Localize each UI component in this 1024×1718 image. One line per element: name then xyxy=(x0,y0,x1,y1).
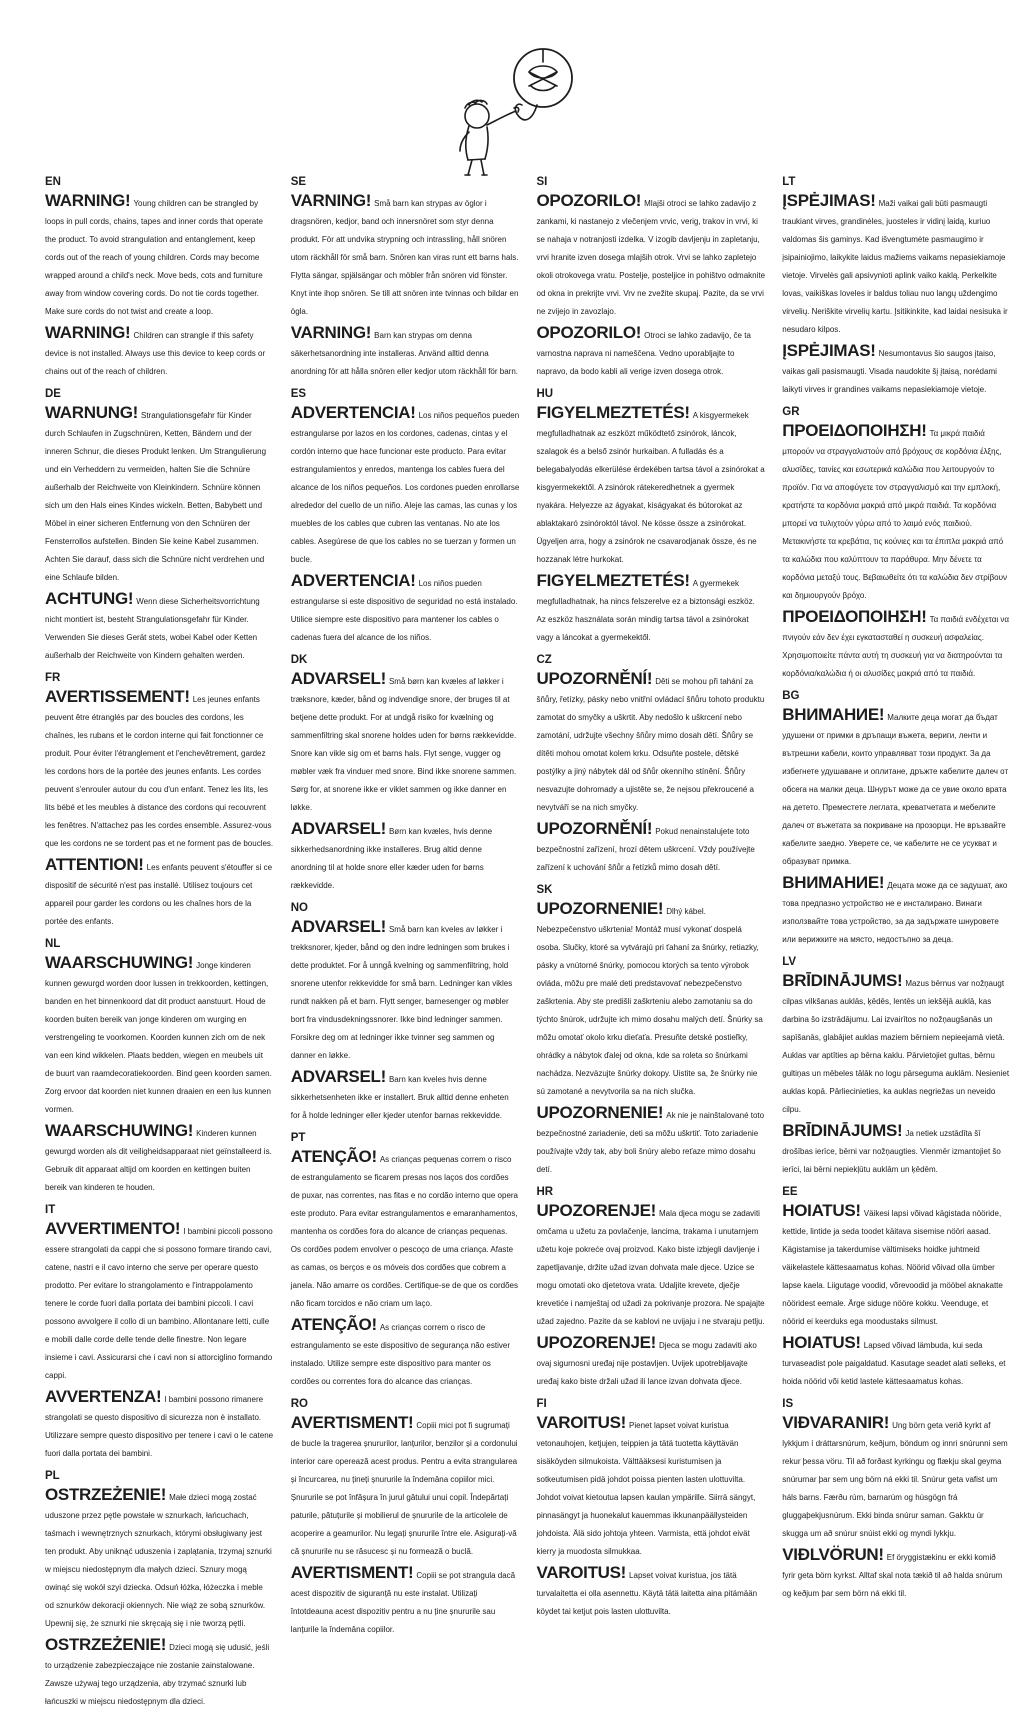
warning-paragraph xyxy=(291,1148,520,1311)
warning-paragraph xyxy=(537,900,766,1099)
language-section xyxy=(782,406,1011,681)
warning-paragraph xyxy=(782,1334,1011,1389)
warning-body: Pokud nenainstalujete toto bezpečnostní zařízení, hrozí dětem uškrcení. Vždy používejte zařízení k uchování šňůr a řetízků mimo dosah dětí. xyxy=(536,827,755,872)
warning-body: Ak nie je nainštalované toto bezpečnostné zariadenie, deti sa môžu uškrtiť. Toto zariadenie používajte vždy tak, aby boli šnúry alebo reťaze mimo dosahu detí. xyxy=(536,1111,765,1174)
warning-heading: ATENÇÃO! xyxy=(290,1315,377,1334)
warning-heading: WARNUNG! xyxy=(45,403,138,422)
language-section xyxy=(782,176,1011,397)
column-4 xyxy=(782,176,1011,1718)
warning-body: Barn kan strypas om denna säkerhetsanordning inte installeras. Använd alltid denna anordning för att hålla snören eller kedjor utom räckhåll för barn. xyxy=(290,331,518,376)
language-code: IT xyxy=(45,1204,56,1216)
warning-body: Nesumontavus šio saugos įtaiso, vaikas gali pasismaugti. Visada naudokite šį įtaisą, norėdami laikyti virves ir grandines vaikams nepasiekiamoje vietoje. xyxy=(782,349,997,394)
warning-paragraph xyxy=(782,1546,1011,1601)
warning-heading: UPOZORNĚNÍ! xyxy=(536,669,653,688)
warning-heading: VAROITUS! xyxy=(536,1413,627,1432)
warning-body: Τα παιδιά ενδέχεται να πνιγούν εάν δεν έχει εγκατασταθεί η συσκευή ασφαλείας. Χρησιμοποιείτε πάντα αυτή τη συσκευή για να διατηρούνται τα κορδόνια/καλώδια ή οι αλυσίδες μακριά από τα παιδιά. xyxy=(782,615,1009,678)
warning-body: Børn kan kvæles, hvis denne sikkerhedsanordning ikke installeres. Brug altid denne anordning til at holde snore eller kæder uden for børns rækkevidde. xyxy=(290,827,493,890)
language-section xyxy=(537,388,766,645)
warning-heading: WAARSCHUWING! xyxy=(45,953,194,972)
warning-paragraph xyxy=(45,688,274,851)
warning-heading: ADVERTENCIA! xyxy=(290,403,416,422)
warning-body: Strangulationsgefahr für Kinder durch Schlaufen in Zugschnüren, Ketten, Bändern und der inneren Schnur, die dieses Produkt lenken. Um Strangulierung und ein Verheddern zu vermeiden, halten Sie die Schnüre außerhalb der Reichweite von Kleinkindern. Schnüre können sich um den Hals eines Kindes wickeln. Betten, Babybett und Möbel in einer sicheren Entfernung von den Schnüren der Fensterrollos aufstellen. Binden Sie keine Kabel zusammen. Achten Sie darauf, dass sich die Schnüre nicht verdrehen und eine Schlaufe bilden. xyxy=(45,411,267,582)
column-1 xyxy=(45,176,274,1718)
warning-body: Maži vaikai gali būti pasmaugti traukiant virves, grandinėles, juosteles ir vidinį laidą, kuriuo valdomas šis gaminys. Kad išvengtumėte pasmaugimo ir įsipainiojimo, laikykite laidus mažiems vaikams nepasiekiamoje vietoje. Virvelės gali apsivynioti aplink vaiko kaklą. Perkelkite lovas, vaikiškas loveles ir baldus toliau nuo langų uždengimo virvelių. Neriškite virvelių kartu. Įsitikinkite, kad laidai nesisuka ir nesudaro kilpos. xyxy=(782,199,1008,334)
warning-body: Pienet lapset voivat kuristua vetonauhojen, ketjujen, teippien ja tätä tuotetta käyttävän sisäköyden silmukoista. Välttääksesi kuristumisen ja sotkeutumisen pidä johdot poissa pienten lasten ulottuvilta. Johdot voivat kietoutua lapsen kaulan ympärille. Siirrä sängyt, pinnasängyt ja huonekalut kauemmas ikkunanpäällysteiden johdoista. Älä sido johtoja yhteen. Varmista, että johdot eivät kierry ja muodosta silmukkaa. xyxy=(536,1421,756,1556)
warning-body: Małe dzieci mogą zostać uduszone przez pętle powstałe w sznurkach, łańcuchach, taśmach i wewnętrznych sznurkach, którymi obsługiwany jest ten produkt. Aby uniknąć uduszenia i zaplątania, trzymaj sznurki w miejscu niedostępnym dla małych dzieci. Sznury mogą owinąć się wokół szyi dziecka. Odsuń łóżka, łóżeczka i meble od sznurków dekoracji okiennych. Nie wiąż ze sobą sznurków. Upewnij się, że sznurki nie skręcają się i nie tworzą pętli. xyxy=(45,1493,272,1628)
warning-body: Dlhý kábel. Nebezpečenstvo uškrtenia! Montáž musí vykonať dospelá osoba. Slučky, ktoré sa vytvárajú pri ťahaní za šnúrky, retiazky, pásky a vnútorné šnúrky, pomocou ktorých sa tento výrobok ovláda, môžu pre malé deti predstavovať nebezpečenstvo zaškrtenia. Aby ste predišli zaškrteniu alebo zamotaniu sa do týchto šnúrok, udržujte ich mimo dosahu malých detí. Šnúrky sa môžu omotať okolo krku dieťaťa. Presuňte detské postieľky, ohrádky a nábytok ďalej od okna, kde sa roleta so šnúrkami nachádza. Nezväzujte šnúrky dokopy. Uistite sa, že šnúrky nie sú zamotané a nevytvorila sa na nich slučka. xyxy=(536,907,763,1096)
warning-paragraph xyxy=(537,324,766,379)
language-code: ES xyxy=(290,388,307,400)
language-section xyxy=(782,956,1011,1177)
warning-body: Mala djeca mogu se zadaviti omčama u užetu za povlačenje, lancima, trakama i unutarnjem užetu koje pokreće ovaj proizvod. Kako biste izbjegli davljenje i zapetljavanje, držite užad izvan dohvata male djece. Uzice se mogu omotati oko djetetova vrata. Udaljite krevete, dječje krevetiće i namještaj od užadi za pokrivanje prozora. Ne spajajte užad zajedno. Pazite da se kablovi ne uvijaju i ne stvaraju petlju. xyxy=(536,1209,765,1326)
warning-paragraph xyxy=(291,192,520,319)
warning-paragraph xyxy=(45,324,274,379)
language-code: FR xyxy=(45,672,61,684)
language-code: PL xyxy=(45,1470,60,1482)
warning-paragraph xyxy=(45,1220,274,1383)
warning-heading: BRĪDINĀJUMS! xyxy=(782,971,903,990)
warning-paragraph xyxy=(782,1414,1011,1541)
warning-paragraph xyxy=(537,820,766,875)
child-reaching-for-window-blind-cord-illustration xyxy=(425,42,600,182)
language-code: IS xyxy=(782,1398,794,1410)
language-section xyxy=(291,176,520,379)
language-section xyxy=(782,690,1011,947)
language-code: LV xyxy=(782,956,797,968)
warning-paragraph xyxy=(782,342,1011,397)
warning-body: Lapset voivat kuristua, jos tätä turvalaitetta ei olla asennettu. Käytä tätä laitetta aina pitämään köydet tai ketjut pois lasten ulottuvilta. xyxy=(536,1571,758,1616)
warning-paragraph xyxy=(537,192,766,319)
warning-body: Children can strangle if this safety device is not installed. Always use this device to keep cords or chains out of the reach of children. xyxy=(45,331,266,376)
warning-body: Lapsed võivad lämbuda, kui seda turvaseadist pole paigaldatud. Kasutage seadet alati selleks, et hoida nöörid või ketid lastele kättesaamatus kohas. xyxy=(782,1341,1006,1386)
warning-heading: FIGYELMEZTETÉS! xyxy=(536,403,690,422)
language-code: SE xyxy=(290,176,307,188)
warning-paragraph xyxy=(291,1068,520,1123)
language-section xyxy=(537,884,766,1177)
warning-paragraph xyxy=(782,192,1011,337)
warning-paragraph xyxy=(291,1316,520,1389)
warning-body: Copiii se pot strangula dacă acest dispozitiv de siguranță nu este instalat. Utilizați întotdeauna acest dispozitiv pentru a nu ține șnururile sau lanțurile la îndemâna copiilor. xyxy=(290,1571,516,1634)
language-section xyxy=(291,902,520,1123)
warning-heading: UPOZORNENIE! xyxy=(536,899,664,918)
warning-paragraph xyxy=(537,1414,766,1559)
warning-heading: BRĪDINĀJUMS! xyxy=(782,1121,903,1140)
warning-body: Dzieci mogą się udusić, jeśli to urządzenie zabezpieczające nie zostanie zainstalowane. Zawsze używaj tego urządzenia, aby trzymać sznurki lub łańcuszki w miejscu niedostępnym dla dzieci. xyxy=(45,1643,270,1706)
warning-paragraph xyxy=(291,1564,520,1637)
warning-body: Los niños pequeños pueden estrangularse por lazos en los cordones, cadenas, cintas y el cordón interno que hace funcionar este producto. Para evitar estrangulamientos y enredos, mantenga los cables fuera del alcance de los niños pequeños. Los cordones pueden enrollarse alrededor del cuello de un niño. Aleje las camas, las cunas y los muebles de los cables que cubren las ventanas. No ate los cables. Asegúrese de que los cables no se tuerzan y formen un bucle. xyxy=(290,411,520,564)
warning-body: I bambini possono rimanere strangolati se questo dispositivo di sicurezza non è installato. Utilizzare sempre questo dispositivo per tenere i cavi o le catene fuori dalla portata dei bambini. xyxy=(45,1395,274,1458)
warning-paragraph xyxy=(782,706,1011,869)
warning-heading: ΠΡΟΕΙΔΟΠΟΙΗΣΗ! xyxy=(782,607,927,626)
warning-paragraph xyxy=(291,1414,520,1559)
warning-heading: WAARSCHUWING! xyxy=(45,1121,194,1140)
language-section xyxy=(45,1470,274,1709)
warning-heading: ADVARSEL! xyxy=(290,819,386,838)
language-section xyxy=(291,388,520,645)
warning-body: Τα μικρά παιδιά μπορούν να στραγγαλιστούν από βρόχους σε κορδόνια έλξης, αλυσίδες, ταινίες και εσωτερικά καλώδια που λειτουργούν το προϊόν. Για να αποφύγετε τον στραγγαλισμό και την εμπλοκή, κρατήστε τα κορδόνια μακριά από μικρά παιδιά. Τα κορδόνια μπορεί να τυλιχτούν γύρω από το λαιμό ενός παιδιού. Μετακινήστε τα κρεβάτια, τις κούνιες και τα έπιπλα μακριά από τα καλώδια που καλύπτουν τα παράθυρα. Μην δένετε τα κορδόνια μεταξύ τους. Βεβαιωθείτε ότι τα καλώδια δεν στρίβουν και δημιουργούν βρόχο. xyxy=(782,429,1007,600)
warning-body: A kisgyermekek megfulladhatnak az eszközt működtető zsinórok, láncok, szalagok és a belső zsinór hurkaiban. A fulladás és a belegabalyodás elkerülése érdekében tartsa távol a zsinórokat a kisgyermekektől. A zsinórok rátekeredhetnek a gyermek nyakára. Helyezze az ágyakat, kiságyakat és bútorokat az ablaktakaró zsinóroktól távol. Ne kösse össze a zsinórokat. Ügyeljen arra, hogy a zsinórok ne csavarodjanak össze, és ne hozzanak létre hurkokat. xyxy=(536,411,765,564)
warning-paragraph xyxy=(45,954,274,1117)
warning-heading: VAROITUS! xyxy=(536,1563,627,1582)
warning-paragraph xyxy=(537,572,766,645)
warning-body: Децата може да се задушат, ако това предпазно устройство не е инсталирано. Винаги използвайте това устройство, за да задържате шнуровете или верижките на място, недостъпно за деца. xyxy=(782,881,1008,944)
warning-paragraph xyxy=(45,1486,274,1631)
warning-body: Små barn kan strypas av öglor i dragsnören, kedjor, band och innersnöret som styr denna produkt. För att undvika strypning och intrassling, håll snören utom räckhåll för små barn. Snören kan viras runt ett barns hals. Flytta sängar, spjälsängar och möbler från snören vid fönster. Knyt inte ihop snören. Se till att snören inte tvinnas och bildar en ögla. xyxy=(290,199,519,316)
warning-heading: ADVARSEL! xyxy=(290,669,386,688)
warning-body: Copiii mici pot fi sugrumați de bucle la tragerea șnururilor, lanțurilor, benzilor și a cordonului interior care operează acest produs. Pentru a evita strangularea și încurcarea, nu țineți șnururile la îndemâna copiilor mici. Șnururile se pot înfășura în jurul gâtului unui copil. Îndepărtați paturile, pătuțurile și mobilierul de șnururile de la articolele de acoperire a geamurilor. Nu legați șnururile între ele. Asigurați-vă că șnururile nu se răsucesc și nu formează o buclă. xyxy=(290,1421,518,1556)
language-code: FI xyxy=(536,1398,547,1410)
warning-heading: VIÐVARANIR! xyxy=(782,1413,890,1432)
warning-heading: AVVERTIMENTO! xyxy=(45,1219,181,1238)
language-code: HR xyxy=(536,1186,554,1198)
warning-heading: ĮSPĖJIMAS! xyxy=(782,341,876,360)
warning-heading: ADVERTENCIA! xyxy=(290,571,416,590)
warning-paragraph xyxy=(45,192,274,319)
warning-heading: UPOZORENJE! xyxy=(536,1201,656,1220)
language-section xyxy=(537,1186,766,1389)
warning-paragraph xyxy=(782,1202,1011,1329)
warning-paragraph xyxy=(291,670,520,815)
language-section xyxy=(291,1132,520,1389)
language-section xyxy=(45,388,274,663)
language-code: DK xyxy=(290,654,308,666)
warning-paragraph xyxy=(291,324,520,379)
warning-heading: ВНИМАНИЕ! xyxy=(782,705,885,724)
warning-body: Mlajši otroci se lahko zadavijo z zankami, ki nastanejo z vlečenjem vrvic, verig, trakov in vrvi, ki se nahaja v notranjosti izdelka. V izogib davljenju in zapletanju, vrvi hranite izven dosega mlajših otrok. Vrvi se lahko zapletejo okoli otrokovega vratu. Postelje, posteljice in pohištvo odmaknite od okna in prekrijte vrvi. Vrv ne zvežite skupaj. Pazite, da se vrvi ne zvijejo in zavozlajo. xyxy=(536,199,766,316)
language-section xyxy=(45,938,274,1195)
warning-paragraph xyxy=(45,1636,274,1709)
language-section xyxy=(45,176,274,379)
warning-paragraph xyxy=(45,856,274,929)
warning-body: Les enfants peuvent s'étouffer si ce dispositif de sécurité n'est pas installé. Utilisez toujours cet appareil pour garder les cordons ou les chaînes hors de la portée des enfants. xyxy=(45,863,273,926)
language-code: BG xyxy=(782,690,800,702)
warning-heading: OPOZORILO! xyxy=(536,191,642,210)
warning-body: Les jeunes enfants peuvent être étranglés par des boucles des cordons, les chaînes, les rubans et le cordon interne qui fait fonctionner ce produit. Pour éviter l'étranglement et l'enchevêtrement, gardez les cordons hors de la portée des jeunes enfants. Les cordes peuvent s'enrouler autour du cou d'un enfant. Tenez les lits, les lits bébé et les meubles à distance des cordons qui recouvrent les fenêtres. N'attachez pas les cordes ensemble. Assurez-vous que les cordons ne se tordent pas et ne forment pas de boucles. xyxy=(45,695,274,848)
language-code: EE xyxy=(782,1186,798,1198)
warning-body: Mazus bērnus var nožņaugt cilpas vilkšanas auklās, ķēdēs, lentēs un iekšējā auklā, kas darbina šo izstrādājumu. Lai izvairītos no nožņaugšanās un sapīšanās, glabājiet auklas maziem bērniem nepieejamā vietā. Auklas var aptīties ap bērna kaklu. Pārvietojiet gultas, bērnu gultiņas un mēbeles tālāk no logu pārseguma auklām. Nesieniet auklas kopā. Pārliecinieties, ka auklas negriežas un neveido cilpu. xyxy=(782,979,1010,1114)
warning-heading: VARNING! xyxy=(290,191,372,210)
warning-body: Jonge kinderen kunnen gewurgd worden door lussen in trekkoorden, kettingen, banden en het binnenkoord dat dit product aanstuurt. Houd de koorden buiten bereik van jonge kinderen om wurging en verstrengeling te voorkomen. Koorden kunnen zich om de nek van een kind wikkelen. Plaats bedden, wiegen en meubels uit de buurt van raamdecoratiekoorden. Bind geen koorden samen. Zorg ervoor dat koorden niet kunnen draaien en een lus kunnen vormen. xyxy=(45,961,272,1114)
warning-heading: ATTENTION! xyxy=(45,855,144,874)
warning-heading: OSTRZEŻENIE! xyxy=(45,1635,167,1654)
warning-heading: ADVARSEL! xyxy=(290,917,386,936)
warning-paragraph xyxy=(782,1122,1011,1177)
column-2 xyxy=(291,176,520,1718)
language-section xyxy=(45,1204,274,1461)
language-code: RO xyxy=(290,1398,308,1410)
warning-body: I bambini piccoli possono essere strangolati da cappi che si possono formare tirando cavi, catene, nastri e il cavo interno che serve per operare questo prodotto. Per evitare lo strangolamento e l'intrappolamento tenere le corde fuori dalla portata dei bambini piccoli. I cavi possono avvolgere il collo di un bambino. Allontanare letti, culle e mobili dalle corde delle tende delle finestre. Non legare insieme i cavi. Assicurarsi che i cavi non si attorciglino formando cappi. xyxy=(45,1227,273,1380)
language-section xyxy=(537,176,766,379)
warning-heading: UPOZORNENIE! xyxy=(536,1103,664,1122)
warning-heading: ADVARSEL! xyxy=(290,1067,386,1086)
language-section xyxy=(291,1398,520,1637)
language-section xyxy=(537,1398,766,1619)
warning-paragraph xyxy=(291,918,520,1063)
language-code: SK xyxy=(536,884,553,896)
warning-columns xyxy=(45,176,1011,1718)
warning-heading: OSTRZEŻENIE! xyxy=(45,1485,167,1504)
warning-heading: ĮSPĖJIMAS! xyxy=(782,191,876,210)
warning-body: Små børn kan kvæles af løkker i træksnore, kæder, bånd og indvendige snore, der bruges til at betjene dette produkt. For at undgå risiko for kvælning og sammenfiltring skal snorene holdes uden for børns rækkevidde. Snore kan vikle sig om et barns hals. Flyt senge, vugger og møbler væk fra vinduer med snore. Bind ikke snorene sammen. Sørg for, at snorene ikke er viklet sammen og ikke danner en løkke. xyxy=(290,677,517,812)
language-code: DE xyxy=(45,388,61,400)
warning-heading: VARNING! xyxy=(290,323,372,342)
warning-heading: ΠΡΟΕΙΔΟΠΟΙΗΣΗ! xyxy=(782,421,927,440)
warning-heading: UPOZORNĚNÍ! xyxy=(536,819,653,838)
warning-heading: ВНИМАНИЕ! xyxy=(782,873,885,892)
language-code: LT xyxy=(782,176,796,188)
column-3 xyxy=(537,176,766,1718)
warning-heading: AVERTISMENT! xyxy=(290,1563,414,1582)
warning-paragraph xyxy=(45,1388,274,1461)
warning-paragraph xyxy=(537,1564,766,1619)
warning-body: Los niños pueden estrangularse si este dispositivo de seguridad no está instalado. Utilice siempre este dispositivo para mantener los cables o cadenas fuera del alcance de los niños. xyxy=(290,579,518,642)
warning-paragraph xyxy=(45,404,274,585)
warning-heading: AVVERTENZA! xyxy=(45,1387,162,1406)
warning-paragraph xyxy=(45,1122,274,1195)
warning-body: Barn kan kveles hvis denne sikkerhetsenheten ikke er installert. Bruk alltid denne enheten for å holde ledninger eller kjeder utenfor barnas rekkevidde. xyxy=(290,1075,509,1120)
warning-paragraph xyxy=(45,590,274,663)
warning-body: Små barn kan kveles av løkker i trekksnorer, kjeder, bånd og den indre ledningen som brukes i dette produktet. For å unngå kvelning og sammenfiltring, hold snorene utenfor rekkevidde for små barn. Ledninger kan vikles rundt nakken på et barn. Flytt senger, barnesenger og møbler bort fra vindusdekningssnorer. Ikke bind ledninger sammen. Forsikre deg om at ledninger ikke tvinner seg sammen og danner en løkke. xyxy=(290,925,513,1060)
warning-heading: WARNING! xyxy=(45,191,131,210)
language-code: GR xyxy=(782,406,800,418)
warning-heading: WARNING! xyxy=(45,323,131,342)
warning-body: Wenn diese Sicherheitsvorrichtung nicht montiert ist, besteht Strangulationsgefahr für Kinder. Verwenden Sie dieses Gerät stets, wobei Kabel oder Ketten außerhalb der Reichweite von Kindern gehalten werden. xyxy=(45,597,260,660)
warning-body: Малките деца могат да бъдат удушени от примки в дръпащи въжета, вериги, ленти и вътрешни кабели, които управляват този продукт. За да избегнете удушаване и оплитане, дръжте кабелите далеч от обсега на малки деца. Шнурът може да се увие около врата на детето. Преместете леглата, креватчетата и мебелите далеч от въжетата за покриване на прозорци. Не връзвайте кабелите заедно. Уверете се, че кабелите не се усукват и образуват примка. xyxy=(782,713,1009,866)
language-code: NO xyxy=(290,902,308,914)
warning-body: Ef öryggistækinu er ekki komið fyrir geta börn kyrkst. Alltaf skal nota tækið til að halda snúrum og keðjum þar sem börn ná ekki til. xyxy=(782,1553,1003,1598)
warning-heading: AVERTISMENT! xyxy=(290,1413,414,1432)
language-code: PT xyxy=(290,1132,306,1144)
language-code: EN xyxy=(45,176,61,188)
warning-body: Ja netiek uzstādīta šī drošības ierīce, bērni var nožņaugties. Vienmēr izmantojiet šo ierīci, lai bērni nepiekļūtu auklām un ķēdēm. xyxy=(782,1129,1001,1174)
warning-paragraph xyxy=(782,874,1011,947)
warning-heading: UPOZORENJE! xyxy=(536,1333,656,1352)
language-code: HU xyxy=(536,388,554,400)
language-code: NL xyxy=(45,938,61,950)
warning-paragraph xyxy=(782,422,1011,603)
warning-body: Otroci se lahko zadavijo, če ta varnostna naprava ni nameščena. Vedno uporabljajte to napravo, da bodo kabli ali verige izven dosega otrok. xyxy=(536,331,751,376)
warning-body: Děti se mohou při tahání za šňůry, řetízky, pásky nebo vnitřní ovládací šňůru tohoto produktu zamotat do smyčky a uškrtit. Aby nedošlo k uškrcení nebo zamotání, udržujte všechny šňůry mimo dosah dětí. Šňůry se dítěti mohou omotat kolem krku. Odsuňte postele, dětské postýlky a jiný nábytek dál od šňůr okenního stínění. Šňůry nesvazujte dohromady a ujistěte se, že nejsou překroucené a nevytváří se na nich smyčky. xyxy=(536,677,765,812)
warning-body: Kinderen kunnen gewurgd worden als dit veiligheidsapparaat niet geïnstalleerd is. Gebruik dit apparaat altijd om koorden en kettingen buiten bereik van kinderen te houden. xyxy=(45,1129,272,1192)
warning-heading: HOIATUS! xyxy=(782,1333,861,1352)
language-section xyxy=(782,1186,1011,1389)
language-code: SI xyxy=(536,176,548,188)
language-section xyxy=(537,654,766,875)
warning-body: Ung börn geta verið kyrkt af lykkjum í dráttarsnúrum, keðjum, böndum og innri snúrunni sem rekur þessa vöru. Til að forðast kyrkingu og flækju skal geyma snúrurnar þar sem ung börn ná ekki til. Snúrur geta vafist um háls barns. Færðu rúm, barnarúm og húsgögn frá gluggaþekjusnúrum. Ekki binda snúrur saman. Gakktu úr skugga um að snúrur snúist ekki og myndi lykkju. xyxy=(782,1421,1008,1538)
warning-heading: ATENÇÃO! xyxy=(290,1147,377,1166)
language-section xyxy=(45,672,274,929)
warning-heading: AVERTISSEMENT! xyxy=(45,687,190,706)
warning-paragraph xyxy=(537,1334,766,1389)
warning-body: As crianças pequenas correm o risco de estrangulamento se ficarem presas nos laços dos cordões de puxar, nas correntes, nas fitas e no cordão interno que opera este produto. Para evitar estrangulamentos e emaranhamentos, mantenha os cordões fora do alcance de crianças pequenas. Os cordões podem envolver o pescoço de uma criança. Afaste as camas, os berços e os móveis dos cordões que cobrem a janela. Não amarre os cordões. Certifique-se de que os cordões não ficam torcidos e não criam um laço. xyxy=(290,1155,519,1308)
language-code: CZ xyxy=(536,654,552,666)
warning-paragraph xyxy=(537,1202,766,1329)
warning-paragraph xyxy=(537,670,766,815)
warning-paragraph xyxy=(782,608,1011,681)
warning-paragraph xyxy=(291,572,520,645)
warning-paragraph xyxy=(782,972,1011,1117)
warning-paragraph xyxy=(291,404,520,567)
warning-body: A gyermekek megfulladhatnak, ha nincs felszerelve ez a biztonsági eszköz. Az eszköz használata során mindig tartsa távol a zsinórokat vagy a láncokat a gyermekektől. xyxy=(536,579,755,642)
warning-body: Young children can be strangled by loops in pull cords, chains, tapes and inner cords that operate the product. To avoid strangulation and entanglement, keep cords out of the reach of young children. Cords may become wrapped around a child's neck. Move beds, cots and furniture away from window covering cords. Do not tie cords together. Make sure cords do not twist and create a loop. xyxy=(45,199,263,316)
warning-paragraph xyxy=(291,820,520,893)
warning-body: Djeca se mogu zadaviti ako ovaj sigurnosni uređaj nije postavljen. Uvijek upotrebljavajte uređaj kako biste držali užad ili lance izvan dohvata djece. xyxy=(536,1341,757,1386)
warning-heading: OPOZORILO! xyxy=(536,323,642,342)
warning-heading: VIÐLVÖRUN! xyxy=(782,1545,884,1564)
warning-heading: FIGYELMEZTETÉS! xyxy=(536,571,690,590)
warning-paragraph xyxy=(537,404,766,567)
warning-paragraph xyxy=(537,1104,766,1177)
warning-heading: HOIATUS! xyxy=(782,1201,861,1220)
language-section xyxy=(291,654,520,893)
language-section xyxy=(782,1398,1011,1601)
warning-body: As crianças correm o risco de estrangulamento se este dispositivo de segurança não estiver instalado. Utilize sempre este dispositivo para manter os cordões ou correntes fora do alcance das crianças. xyxy=(290,1323,510,1386)
warning-body: Väikesi lapsi võivad kägistada nööride, kettide, lintide ja seda toodet käitava sisemise nööri aasad. Kägistamise ja takerdumise vältimiseks hoidke juhtmeid väikelastele kättesaamatus kohas. Nöörid võivad olla ümber lapse kaela. Liigutage voodid, võrevoodid ja mööbel aknakatte nööridest eemale. Ärge siduge nööre kokku. Veenduge, et nöörid ei keerduks ega moodustaks silmust. xyxy=(782,1209,1003,1326)
warning-heading: ACHTUNG! xyxy=(45,589,134,608)
